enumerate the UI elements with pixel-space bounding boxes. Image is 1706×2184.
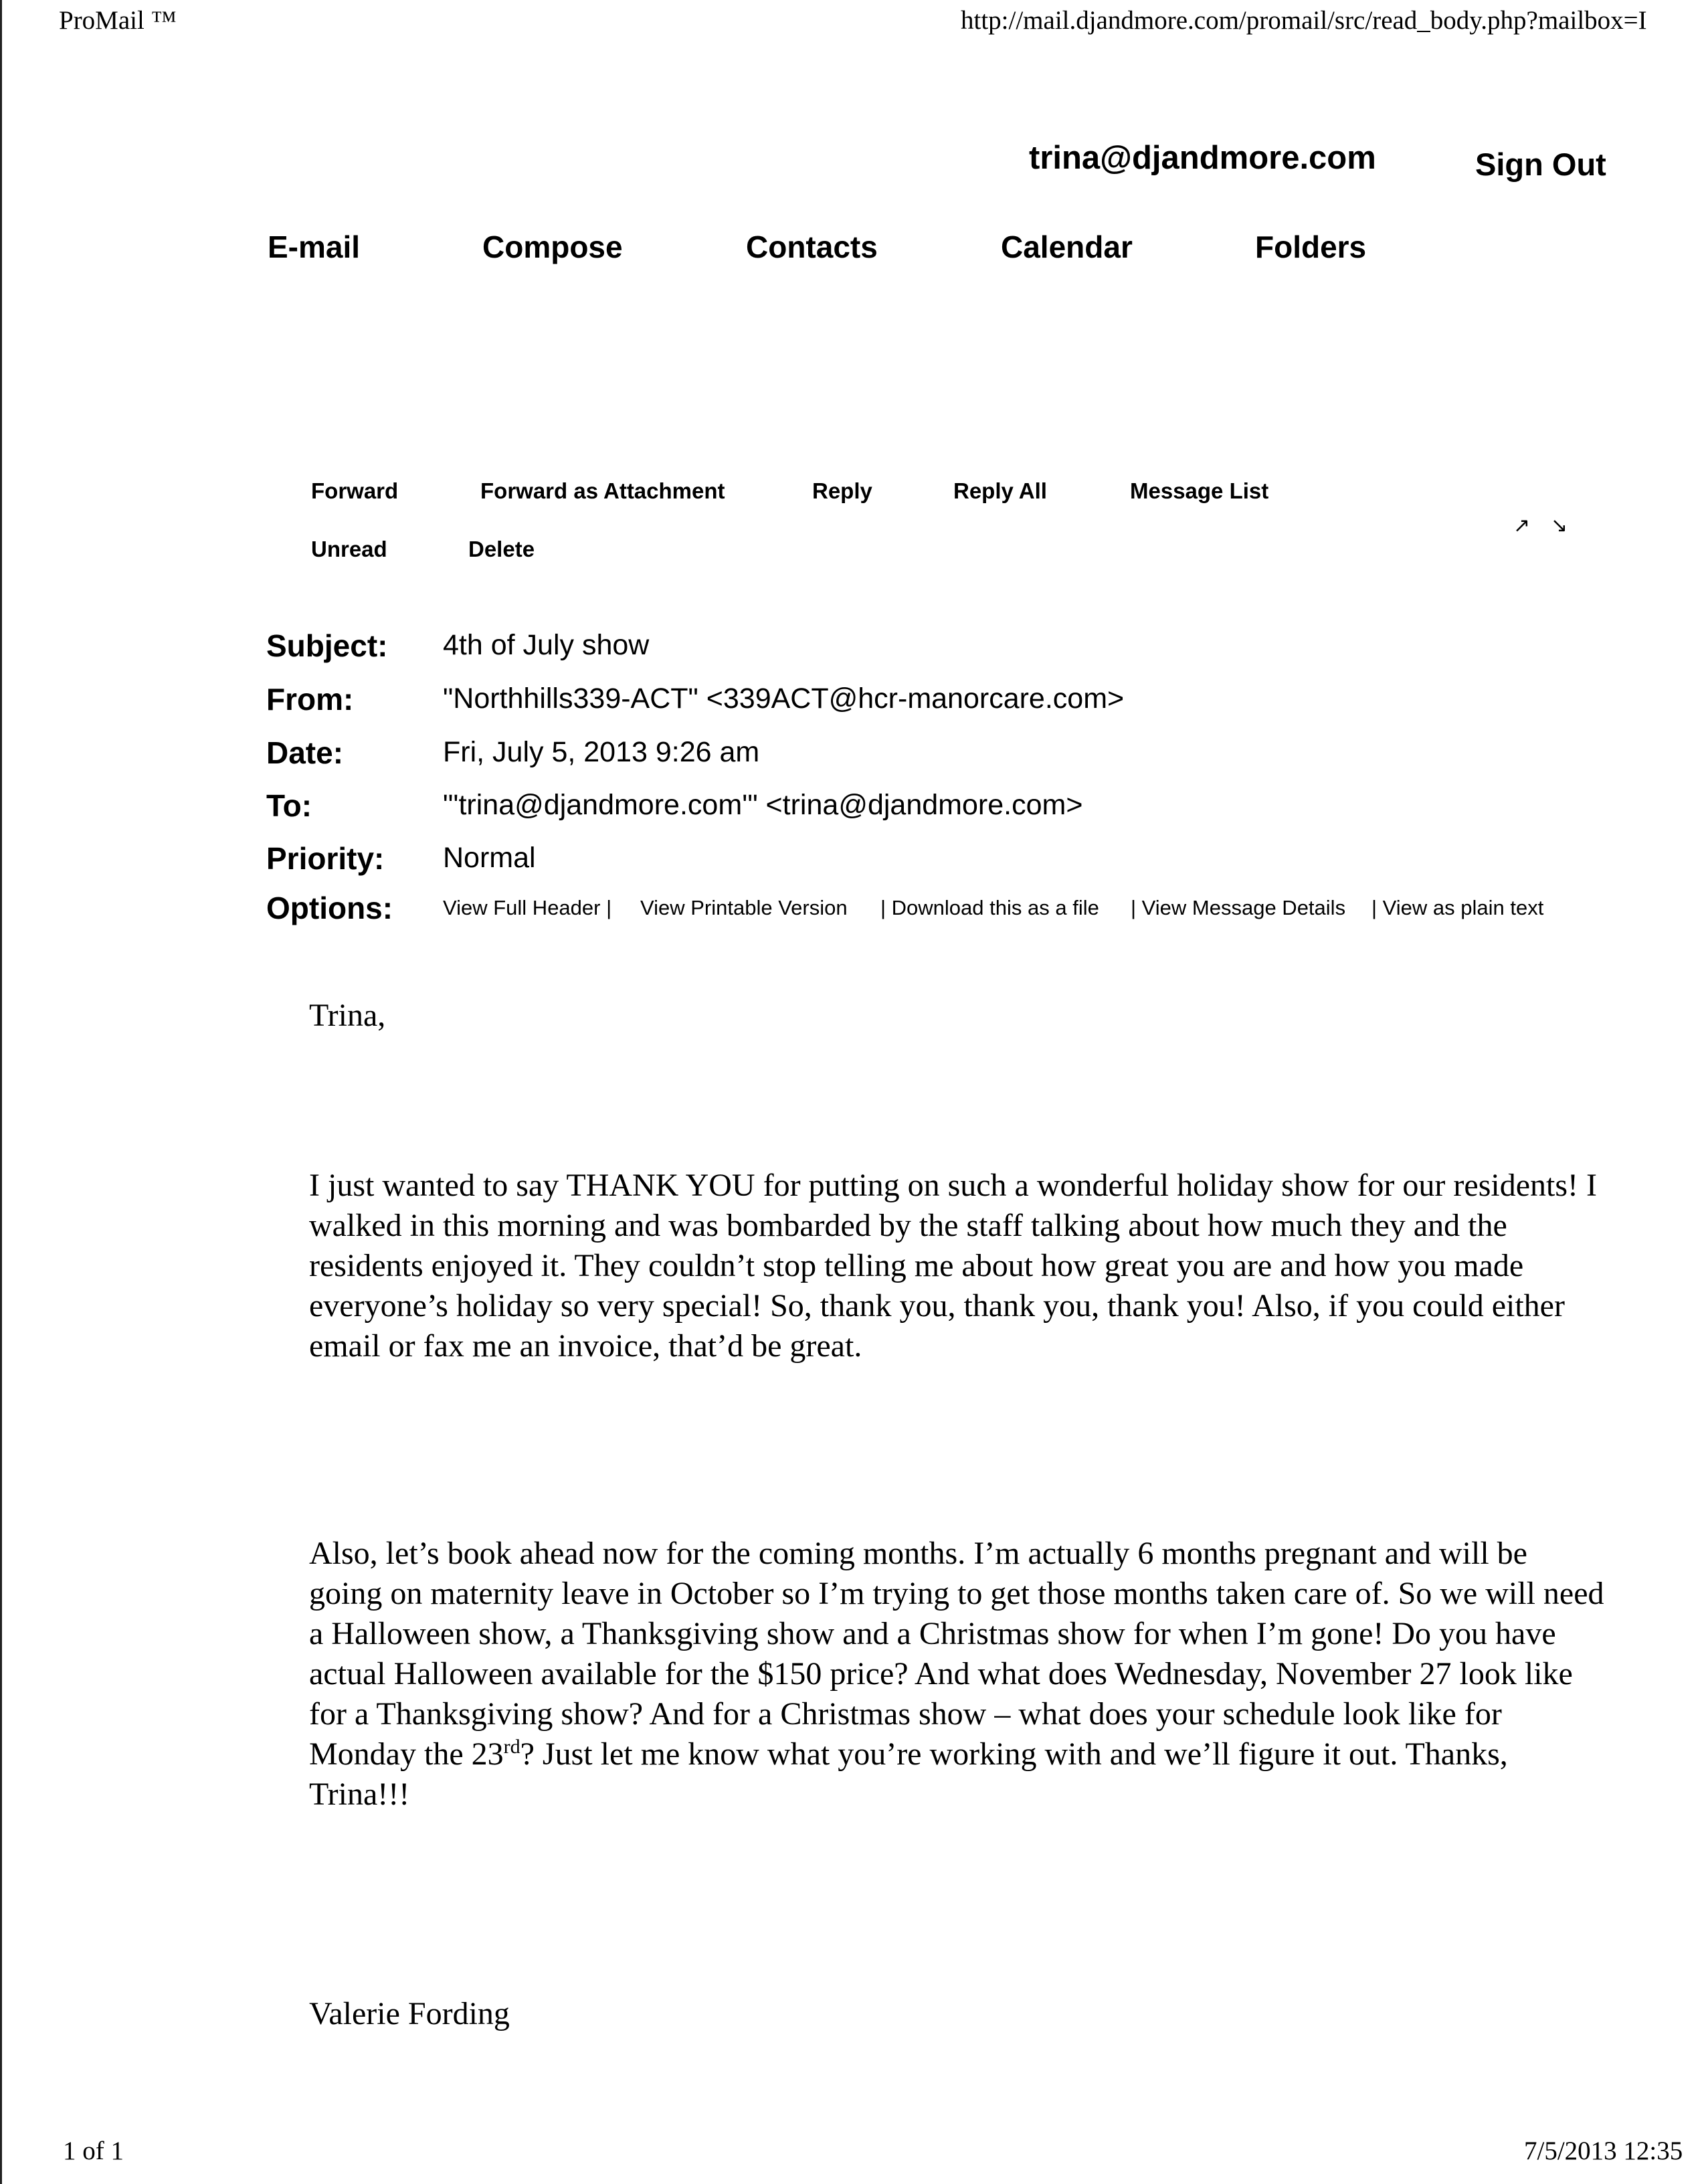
forward-as-attachment-button[interactable]: Forward as Attachment xyxy=(480,478,725,503)
prev-message-icon[interactable]: ↗ xyxy=(1513,514,1531,537)
page-edge xyxy=(0,0,2,2184)
subject-label: Subject: xyxy=(266,628,388,663)
nav-contacts[interactable]: Contacts xyxy=(746,230,878,264)
message-signature: Valerie Fording xyxy=(309,1996,510,2031)
message-paragraph-2 xyxy=(309,1534,1607,1815)
to-label: To: xyxy=(266,788,312,823)
message-greeting: Trina, xyxy=(309,998,386,1033)
date-value: Fri, July 5, 2013 9:26 am xyxy=(443,736,760,768)
to-value: "'trina@djandmore.com'" <trina@djandmore.com> xyxy=(443,789,1083,821)
sign-out-link[interactable]: Sign Out xyxy=(1475,147,1606,182)
print-app-title: ProMail ™ xyxy=(59,6,177,35)
message-paragraph-2-text: Also, let’s book ahead now for the coming months. I’m actually 6 months pregnant and will be going on maternity leave in October so I’m trying to get those months taken care of. So we will need a Halloween show, a Thanksgiving show and a Christmas show for when I’m gone! Do you have actual Halloween available for the $150 price? And what does Wednesday, November 27 look like for a Thanksgiving show? And for a Christmas show – what does your schedule look like for Monday the 23 xyxy=(309,1536,1604,1772)
unread-button[interactable]: Unread xyxy=(311,537,387,561)
date-label: Date: xyxy=(266,735,344,770)
view-message-details-link[interactable]: | View Message Details xyxy=(1131,896,1346,919)
delete-button[interactable]: Delete xyxy=(468,537,535,561)
next-message-icon[interactable]: ↘ xyxy=(1551,514,1568,537)
message-paragraph-2-text-end: ? Just let me know what you’re working with and we’ll figure it out. Thanks, Trina!!! xyxy=(309,1736,1508,1812)
view-as-plain-text-link[interactable]: | View as plain text xyxy=(1371,896,1544,919)
priority-label: Priority: xyxy=(266,841,385,876)
options-label: Options: xyxy=(266,891,393,925)
from-label: From: xyxy=(266,682,354,717)
view-full-header-link[interactable]: View Full Header | xyxy=(443,896,612,919)
account-email: trina@djandmore.com xyxy=(1029,140,1376,176)
nav-calendar[interactable]: Calendar xyxy=(1001,230,1133,264)
print-timestamp: 7/5/2013 12:35 xyxy=(1524,2136,1683,2165)
print-page-number: 1 of 1 xyxy=(63,2136,124,2165)
message-list-button[interactable]: Message List xyxy=(1130,478,1269,503)
priority-value: Normal xyxy=(443,842,536,874)
message-paragraph-1: I just wanted to say THANK YOU for putting on such a wonderful holiday show for our residents! I walked in this morning and was bombarded by the staff talking about how much they and the residents enjoyed it. They couldn’t stop telling me about how great you are and how you made everyone’s holiday so very special! So, thank you, thank you, thank you! Also, if you could either email or fax me an invoice, that’d be great. xyxy=(309,1168,1597,1364)
nav-folders[interactable]: Folders xyxy=(1255,230,1367,264)
download-as-file-link[interactable]: | Download this as a file xyxy=(880,896,1099,919)
print-url: http://mail.djandmore.com/promail/src/read_body.php?mailbox=I xyxy=(961,6,1647,35)
nav-email[interactable]: E-mail xyxy=(268,230,361,264)
nav-compose[interactable]: Compose xyxy=(482,230,623,264)
from-value: "Northhills339-ACT" <339ACT@hcr-manorcare.com> xyxy=(443,682,1125,715)
view-printable-version-link[interactable]: View Printable Version xyxy=(640,896,848,919)
reply-button[interactable]: Reply xyxy=(812,478,872,503)
forward-button[interactable]: Forward xyxy=(311,478,399,503)
reply-all-button[interactable]: Reply All xyxy=(953,478,1047,503)
ordinal-suffix: rd xyxy=(503,1736,520,1758)
subject-value: 4th of July show xyxy=(443,629,650,661)
